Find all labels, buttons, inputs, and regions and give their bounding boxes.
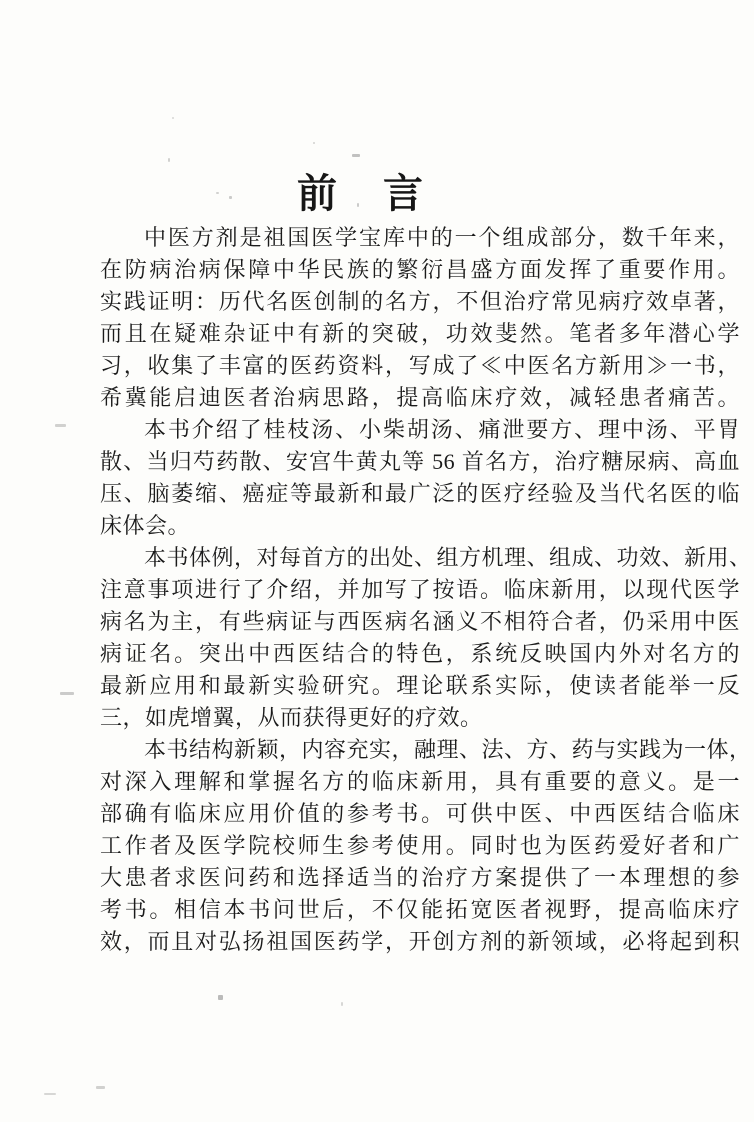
text-line: 考书。相信本书问世后，不仅能拓宽医者视野，提高临床疗: [100, 897, 740, 922]
scan-speck: [60, 692, 74, 695]
scan-speck: [229, 196, 232, 199]
scan-speck: [96, 1086, 105, 1089]
text-line: 病证名。突出中西医结合的特色，系统反映国内外对名方的: [100, 641, 740, 666]
text-line: 部确有临床应用价值的参考书。可供中医、中西医结合临床: [100, 801, 740, 826]
paragraph-3: [100, 542, 752, 734]
text-line: 病名为主，有些病证与西医病名涵义不相符合者，仍采用中医: [100, 609, 740, 634]
paragraph-2: [100, 414, 740, 542]
text-line: 注意事项进行了介绍，并加写了按语。临床新用，以现代医学: [100, 577, 740, 602]
scan-speck: [44, 1093, 56, 1095]
text-line: 在防病治病保障中华民族的繁衍昌盛方面发挥了重要作用。: [100, 257, 740, 282]
scan-speck: [352, 154, 360, 157]
text-line: 对深入理解和掌握名方的临床新用，具有重要的意义。是一: [100, 769, 740, 794]
text-line: 而且在疑难杂证中有新的突破，功效斐然。笔者多年潜心学: [100, 321, 740, 346]
scan-speck: [216, 192, 219, 194]
text-line: 本书结构新颖，内容充实，融理、法、方、药与实践为一体，: [144, 737, 752, 762]
text-line: 散、当归芍药散、安宫牛黄丸等 56 首名方，治疗糖尿病、高血: [100, 449, 740, 474]
text-line: 床体会。: [100, 513, 191, 538]
title-char-qian: 前: [297, 170, 337, 216]
text-line: 三，如虎增翼，从而获得更好的疗效。: [100, 705, 483, 730]
text-line: 本书体例，对每首方的出处、组方机理、组成、功效、新用、: [144, 545, 752, 570]
scan-speck: [168, 158, 170, 162]
text-line: 实践证明：历代名医创制的名方，不但治疗常见病疗效卓著，: [100, 289, 740, 314]
paragraph-4: [100, 734, 752, 958]
page-title: [0, 170, 754, 218]
scan-speck: [341, 1002, 343, 1006]
text-line: 大患者求医问药和选择适当的治疗方案提供了一本理想的参: [100, 865, 740, 890]
text-line: 习，收集了丰富的医药资料，写成了≪中医名方新用≫一书，: [100, 353, 740, 378]
scan-speck: [357, 203, 359, 207]
title-char-yan: 言: [383, 170, 423, 216]
scan-speck: [172, 117, 174, 119]
text-line: 希冀能启迪医者治病思路，提高临床疗效，减轻患者痛苦。: [100, 385, 740, 410]
text-line: 压、脑萎缩、癌症等最新和最广泛的医疗经验及当代名医的临: [100, 481, 740, 506]
scan-speck: [55, 424, 66, 427]
text-line: 工作者及医学院校师生参考使用。同时也为医药爱好者和广: [100, 833, 740, 858]
text-line: 效，而且对弘扬祖国医药学，开创方剂的新领域，必将起到积: [100, 929, 740, 954]
scan-speck: [218, 995, 223, 1000]
text-line: 中医方剂是祖国医学宝库中的一个组成部分，数千年来，: [144, 225, 740, 250]
preface-body: [100, 222, 752, 958]
scan-speck: [313, 142, 315, 144]
text-line: 最新应用和最新实验研究。理论联系实际，使读者能举一反: [100, 673, 740, 698]
text-line: 本书介绍了桂枝汤、小柴胡汤、痛泄要方、理中汤、平胃: [144, 417, 740, 442]
paragraph-1: [100, 222, 740, 414]
